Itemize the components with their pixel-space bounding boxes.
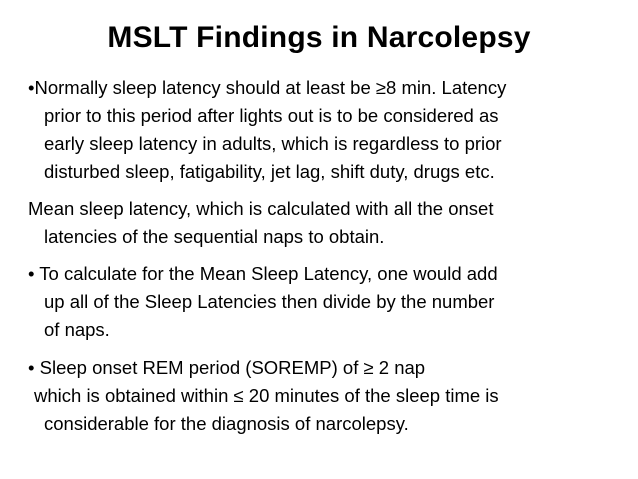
body-line: early sleep latency in adults, which is regardless to prior — [44, 133, 502, 154]
body-line: • Sleep onset REM period (SOREMP) of ≥ 2 nap — [28, 357, 426, 378]
body-line: Mean sleep latency, which is calculated with all the onset — [28, 198, 494, 219]
body-line: disturbed sleep, fatigability, jet lag, shift duty, drugs etc. — [44, 161, 495, 182]
body-line: which is obtained within ≤ 20 minutes of the sleep time is — [34, 385, 499, 406]
body-line: • To calculate for the Mean Sleep Latency, one would add — [28, 263, 498, 284]
slide-body — [0, 76, 638, 476]
body-line: up all of the Sleep Latencies then divide by the number — [44, 291, 495, 312]
body-line: prior to this period after lights out is to be considered as — [44, 105, 499, 126]
body-line: considerable for the diagnosis of narcolepsy. — [44, 413, 409, 434]
body-line: •Normally sleep latency should at least be ≥8 min. Latency — [28, 77, 507, 98]
body-line: latencies of the sequential naps to obtain. — [44, 226, 385, 247]
slide-title: MSLT Findings in Narcolepsy — [107, 21, 531, 54]
body-line: of naps. — [44, 319, 110, 340]
